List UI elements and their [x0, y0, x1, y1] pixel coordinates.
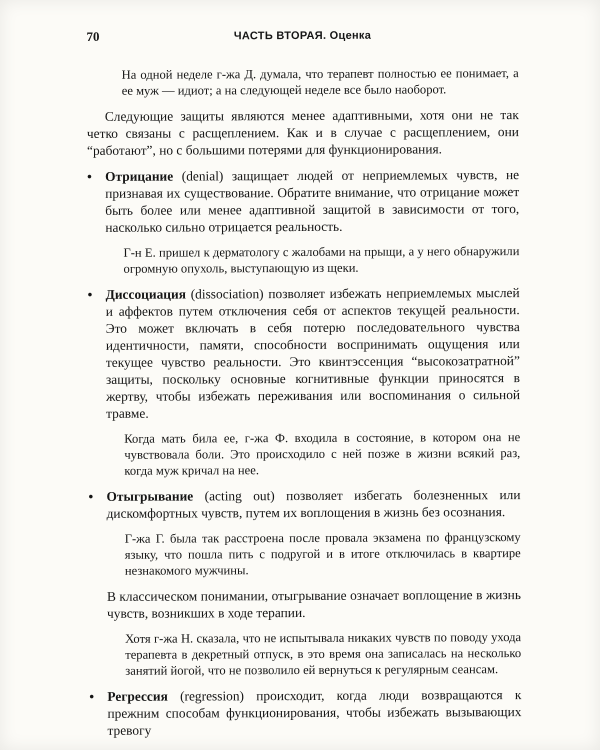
page-header [86, 27, 518, 47]
defense-text: (acting out) позволяет избегать болезненных или дискомфортных чувств, путем их воплощения в жизнь без осознания. [106, 487, 521, 521]
page-content [86, 27, 521, 739]
bullet-marker: • [87, 286, 93, 302]
defense-text: (regression) происходит, когда люди возвращаются к прежним способам функционирования, чтобы избежать вызывающих тревогу [107, 687, 522, 738]
defense-description [105, 166, 519, 236]
case-vignette: Г-н Е. пришел к дерматологу с жалобами на прыщи, а у него обнаружили огромную опухоль, выступающую из щеки. [123, 244, 520, 276]
defense-text: (dissociation) позволяет избежать неприемлемых мыслей и аффектов путем отключения себя от аспектов текущей реальности. Это может включать в себя потерю последовательного чувства идентичности, памяти, способности воспринимать ощущения или текущее чувство реальности. Это квинтэссенция “высокозатратной” защиты, поскольку основные когнитивные функции приносятся в жертву, чтобы избежать переживания или воспоминания о сильной травме. [105, 285, 521, 421]
bullet-marker: • [88, 488, 94, 504]
bullet-item-acting-out [88, 486, 520, 522]
page-number: 70 [86, 28, 100, 44]
defense-description [106, 486, 520, 522]
case-vignette: Хотя г-жа Н. сказала, что не испытывала никаких чувств по поводу ухода терапевта в декретный отпуск, в это время она записалась на несколько занятий йогой, что не позволило ей вернуться к регулярным сеансам. [125, 630, 522, 678]
bullet-item-dissociation [88, 284, 521, 422]
defense-description [106, 284, 521, 422]
case-vignette: Когда мать била ее, г-жа Ф. входила в состояние, в котором она не чувствовала боли. Это происходило с ней позже в жизни всякий раз, когда муж кричал на нее. [124, 430, 521, 478]
bullet-item-denial [87, 166, 519, 236]
note-paragraph: В классическом понимании, отыгрывание означает воплощение в жизнь чувств, возникших в ходе терапии. [106, 587, 521, 621]
bullet-marker: • [89, 688, 95, 704]
defense-term: Диссоциация [105, 286, 186, 302]
bullet-item-regression [89, 686, 521, 739]
defense-description [107, 686, 521, 739]
case-vignette: Г-жа Г. была так расстроена после провала экзамена по французскому языку, что пошла пить с подругой и в итоге отключилась в квартире незнакомого мужчины. [124, 530, 521, 578]
defense-text: (denial) защищает людей от неприемлемых чувств, не признавая их существование. Обратите внимание, что отрицание может быть более или менее адаптивной защитой в зависимости от того, насколько сильно отрицается реальность. [105, 167, 520, 235]
running-header: ЧАСТЬ ВТОРАЯ. Оценка [233, 29, 372, 43]
defense-term: Отрицание [105, 168, 174, 184]
case-vignette: На одной неделе г-жа Д. думала, что терапевт полностью ее понимает, а ее муж — идиот; а на следующей неделе все было наоборот. [121, 66, 519, 98]
intro-paragraph: Следующие защиты являются менее адаптивными, хотя они не так четко связаны с расщеплением. Как и в случае с расщеплением, они “работают”, но с большими потерями для функционирования. [86, 107, 519, 158]
defense-term: Отыгрывание [106, 488, 194, 504]
bullet-marker: • [87, 168, 92, 184]
defense-term: Регрессия [107, 688, 168, 704]
